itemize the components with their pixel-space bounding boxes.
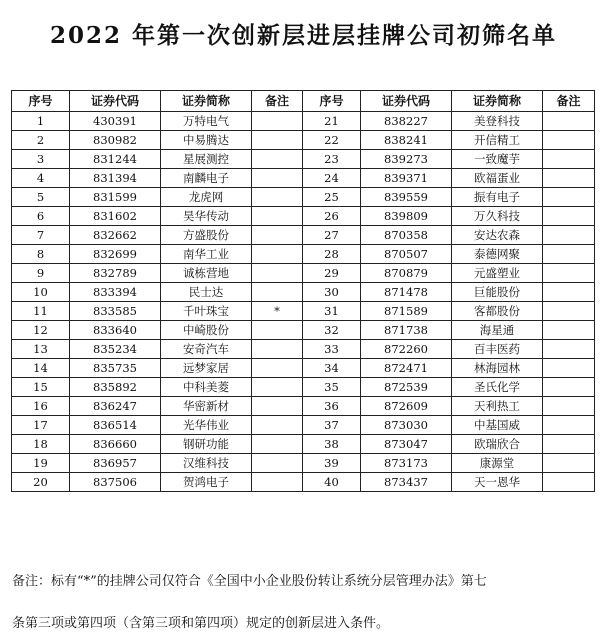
- cell-name-left: 民士达: [161, 283, 252, 302]
- cell-name-left: 贺鸿电子: [161, 473, 252, 492]
- cell-name-right: 振有电子: [452, 188, 543, 207]
- cell-name-right: 美登科技: [452, 112, 543, 131]
- table-row: [12, 226, 595, 245]
- footnote-line-2: 条第三项或第四项（含第三项和第四项）规定的创新层进入条件。: [12, 616, 390, 631]
- cell-remark-left: [252, 397, 303, 416]
- cell-name-left: 万特电气: [161, 112, 252, 131]
- table-row: [12, 359, 595, 378]
- table-body: [12, 112, 595, 492]
- cell-no-left: 17: [12, 416, 70, 435]
- cell-remark-right: [543, 188, 595, 207]
- cell-remark-left: [252, 340, 303, 359]
- header-name-left: 证券简称: [161, 91, 252, 112]
- cell-remark-right: [543, 112, 595, 131]
- cell-code-right: 839273: [361, 150, 452, 169]
- header-code-left: 证券代码: [70, 91, 161, 112]
- cell-code-left: 831394: [70, 169, 161, 188]
- cell-name-right: 万久科技: [452, 207, 543, 226]
- cell-code-left: 836514: [70, 416, 161, 435]
- cell-no-right: 36: [303, 397, 361, 416]
- cell-no-left: 11: [12, 302, 70, 321]
- cell-code-left: 832789: [70, 264, 161, 283]
- cell-name-right: 元盛塑业: [452, 264, 543, 283]
- cell-no-left: 15: [12, 378, 70, 397]
- header-name-right: 证券简称: [452, 91, 543, 112]
- cell-code-left: 835735: [70, 359, 161, 378]
- cell-no-left: 19: [12, 454, 70, 473]
- cell-name-left: 星展测控: [161, 150, 252, 169]
- table-row: [12, 416, 595, 435]
- cell-remark-left: [252, 226, 303, 245]
- cell-no-left: 7: [12, 226, 70, 245]
- cell-name-right: 海星通: [452, 321, 543, 340]
- cell-name-right: 开信精工: [452, 131, 543, 150]
- cell-code-left: 836660: [70, 435, 161, 454]
- cell-no-left: 4: [12, 169, 70, 188]
- cell-remark-left: [252, 435, 303, 454]
- cell-code-left: 830982: [70, 131, 161, 150]
- cell-code-left: 836957: [70, 454, 161, 473]
- cell-no-right: 33: [303, 340, 361, 359]
- cell-name-right: 泰德网聚: [452, 245, 543, 264]
- cell-remark-right: [543, 435, 595, 454]
- cell-remark-right: [543, 359, 595, 378]
- cell-no-right: 39: [303, 454, 361, 473]
- cell-remark-right: [543, 169, 595, 188]
- cell-code-left: 833640: [70, 321, 161, 340]
- cell-code-left: 833394: [70, 283, 161, 302]
- cell-code-right: 839809: [361, 207, 452, 226]
- table-row: [12, 435, 595, 454]
- table-row: [12, 264, 595, 283]
- cell-remark-left: [252, 416, 303, 435]
- table-row: [12, 378, 595, 397]
- cell-name-right: 圣氏化学: [452, 378, 543, 397]
- cell-code-right: 870358: [361, 226, 452, 245]
- cell-name-left: 安奇汽车: [161, 340, 252, 359]
- page-title: 2022 年第一次创新层进层挂牌公司初筛名单: [49, 22, 558, 49]
- cell-name-right: 安达农森: [452, 226, 543, 245]
- cell-remark-right: [543, 245, 595, 264]
- cell-no-left: 5: [12, 188, 70, 207]
- table-row: [12, 340, 595, 359]
- cell-remark-left: [252, 112, 303, 131]
- cell-name-left: 钢研功能: [161, 435, 252, 454]
- table-row: [12, 150, 595, 169]
- cell-name-right: 天利热工: [452, 397, 543, 416]
- cell-name-right: 欧福蛋业: [452, 169, 543, 188]
- cell-code-left: 832662: [70, 226, 161, 245]
- cell-code-left: 831599: [70, 188, 161, 207]
- header-remark-left: 备注: [252, 91, 303, 112]
- cell-code-right: 871589: [361, 302, 452, 321]
- cell-name-left: 中科美菱: [161, 378, 252, 397]
- cell-no-right: 31: [303, 302, 361, 321]
- table-row: [12, 283, 595, 302]
- cell-no-left: 16: [12, 397, 70, 416]
- cell-remark-left: [252, 283, 303, 302]
- cell-remark-right: [543, 131, 595, 150]
- table-row: [12, 454, 595, 473]
- cell-remark-right: [543, 321, 595, 340]
- cell-remark-right: [543, 397, 595, 416]
- cell-code-right: 873030: [361, 416, 452, 435]
- cell-no-right: 26: [303, 207, 361, 226]
- cell-code-left: 833585: [70, 302, 161, 321]
- cell-remark-right: [543, 378, 595, 397]
- cell-code-left: 430391: [70, 112, 161, 131]
- cell-no-right: 22: [303, 131, 361, 150]
- cell-remark-left: [252, 169, 303, 188]
- cell-name-left: 中易腾达: [161, 131, 252, 150]
- header-remark-right: 备注: [543, 91, 595, 112]
- cell-no-left: 13: [12, 340, 70, 359]
- cell-code-right: 872260: [361, 340, 452, 359]
- cell-no-right: 38: [303, 435, 361, 454]
- cell-name-right: 天一恩华: [452, 473, 543, 492]
- cell-no-left: 20: [12, 473, 70, 492]
- cell-code-left: 831244: [70, 150, 161, 169]
- cell-no-left: 12: [12, 321, 70, 340]
- cell-remark-left: [252, 378, 303, 397]
- cell-remark-right: [543, 416, 595, 435]
- cell-no-right: 28: [303, 245, 361, 264]
- cell-code-right: 839559: [361, 188, 452, 207]
- cell-remark-right: [543, 302, 595, 321]
- cell-no-left: 14: [12, 359, 70, 378]
- cell-remark-left: [252, 359, 303, 378]
- cell-code-left: 837506: [70, 473, 161, 492]
- cell-code-right: 872609: [361, 397, 452, 416]
- cell-code-right: 871738: [361, 321, 452, 340]
- cell-name-left: 华密新材: [161, 397, 252, 416]
- cell-no-left: 1: [12, 112, 70, 131]
- cell-remark-left: [252, 321, 303, 340]
- cell-name-left: 方盛股份: [161, 226, 252, 245]
- cell-code-right: 838227: [361, 112, 452, 131]
- cell-name-left: 龙虎网: [161, 188, 252, 207]
- cell-no-left: 8: [12, 245, 70, 264]
- cell-no-right: 40: [303, 473, 361, 492]
- cell-no-left: 18: [12, 435, 70, 454]
- table-row: [12, 207, 595, 226]
- cell-remark-right: [543, 283, 595, 302]
- cell-remark-left: [252, 264, 303, 283]
- table-row: [12, 112, 595, 131]
- cell-name-right: 中基国威: [452, 416, 543, 435]
- cell-code-right: 870879: [361, 264, 452, 283]
- cell-name-right: 一致魔芋: [452, 150, 543, 169]
- cell-code-right: 873173: [361, 454, 452, 473]
- cell-name-left: 千叶珠宝: [161, 302, 252, 321]
- cell-no-right: 29: [303, 264, 361, 283]
- cell-no-right: 21: [303, 112, 361, 131]
- cell-code-right: 873437: [361, 473, 452, 492]
- cell-no-right: 32: [303, 321, 361, 340]
- cell-name-left: 诚栋营地: [161, 264, 252, 283]
- cell-no-right: 35: [303, 378, 361, 397]
- table-row: [12, 321, 595, 340]
- cell-name-left: 光华伟业: [161, 416, 252, 435]
- cell-no-right: 37: [303, 416, 361, 435]
- cell-code-right: 839371: [361, 169, 452, 188]
- cell-code-right: 872471: [361, 359, 452, 378]
- cell-remark-left: *: [252, 302, 303, 321]
- table-row: [12, 397, 595, 416]
- cell-code-left: 836247: [70, 397, 161, 416]
- cell-no-right: 27: [303, 226, 361, 245]
- cell-code-left: 835892: [70, 378, 161, 397]
- cell-remark-left: [252, 454, 303, 473]
- cell-name-left: 南华工业: [161, 245, 252, 264]
- table-row: [12, 473, 595, 492]
- cell-name-left: 昊华传动: [161, 207, 252, 226]
- table-header-row: [12, 91, 595, 112]
- cell-no-right: 24: [303, 169, 361, 188]
- cell-no-left: 10: [12, 283, 70, 302]
- table-row: [12, 188, 595, 207]
- cell-no-right: 23: [303, 150, 361, 169]
- cell-name-left: 远梦家居: [161, 359, 252, 378]
- cell-no-left: 9: [12, 264, 70, 283]
- cell-remark-left: [252, 150, 303, 169]
- cell-remark-left: [252, 188, 303, 207]
- cell-code-left: 835234: [70, 340, 161, 359]
- cell-code-right: 871478: [361, 283, 452, 302]
- header-no-right: 序号: [303, 91, 361, 112]
- cell-remark-right: [543, 454, 595, 473]
- cell-no-right: 25: [303, 188, 361, 207]
- header-no-left: 序号: [12, 91, 70, 112]
- table-row: [12, 302, 595, 321]
- cell-name-left: 汉维科技: [161, 454, 252, 473]
- cell-name-right: 林海园林: [452, 359, 543, 378]
- cell-name-right: 康源堂: [452, 454, 543, 473]
- footnote-line-1: 备注：标有“*”的挂牌公司仅符合《全国中小企业股份转让系统分层管理办法》第七: [12, 574, 487, 589]
- table-row: [12, 245, 595, 264]
- cell-no-right: 34: [303, 359, 361, 378]
- cell-code-right: 870507: [361, 245, 452, 264]
- cell-no-left: 2: [12, 131, 70, 150]
- cell-no-left: 3: [12, 150, 70, 169]
- cell-remark-left: [252, 207, 303, 226]
- cell-remark-right: [543, 473, 595, 492]
- cell-remark-right: [543, 150, 595, 169]
- cell-code-left: 831602: [70, 207, 161, 226]
- cell-code-right: 838241: [361, 131, 452, 150]
- table-row: [12, 169, 595, 188]
- cell-remark-left: [252, 131, 303, 150]
- cell-code-right: 872539: [361, 378, 452, 397]
- cell-no-left: 6: [12, 207, 70, 226]
- cell-name-right: 客都股份: [452, 302, 543, 321]
- cell-remark-right: [543, 264, 595, 283]
- cell-name-left: 南麟电子: [161, 169, 252, 188]
- cell-name-right: 欧瑞欣合: [452, 435, 543, 454]
- cell-remark-right: [543, 340, 595, 359]
- table-row: [12, 131, 595, 150]
- cell-code-left: 832699: [70, 245, 161, 264]
- cell-no-right: 30: [303, 283, 361, 302]
- cell-remark-right: [543, 207, 595, 226]
- cell-name-left: 中崎股份: [161, 321, 252, 340]
- cell-remark-left: [252, 473, 303, 492]
- cell-name-right: 百丰医药: [452, 340, 543, 359]
- company-list-table: [11, 90, 595, 492]
- cell-remark-left: [252, 245, 303, 264]
- cell-remark-right: [543, 226, 595, 245]
- cell-code-right: 873047: [361, 435, 452, 454]
- header-code-right: 证券代码: [361, 91, 452, 112]
- cell-name-right: 巨能股份: [452, 283, 543, 302]
